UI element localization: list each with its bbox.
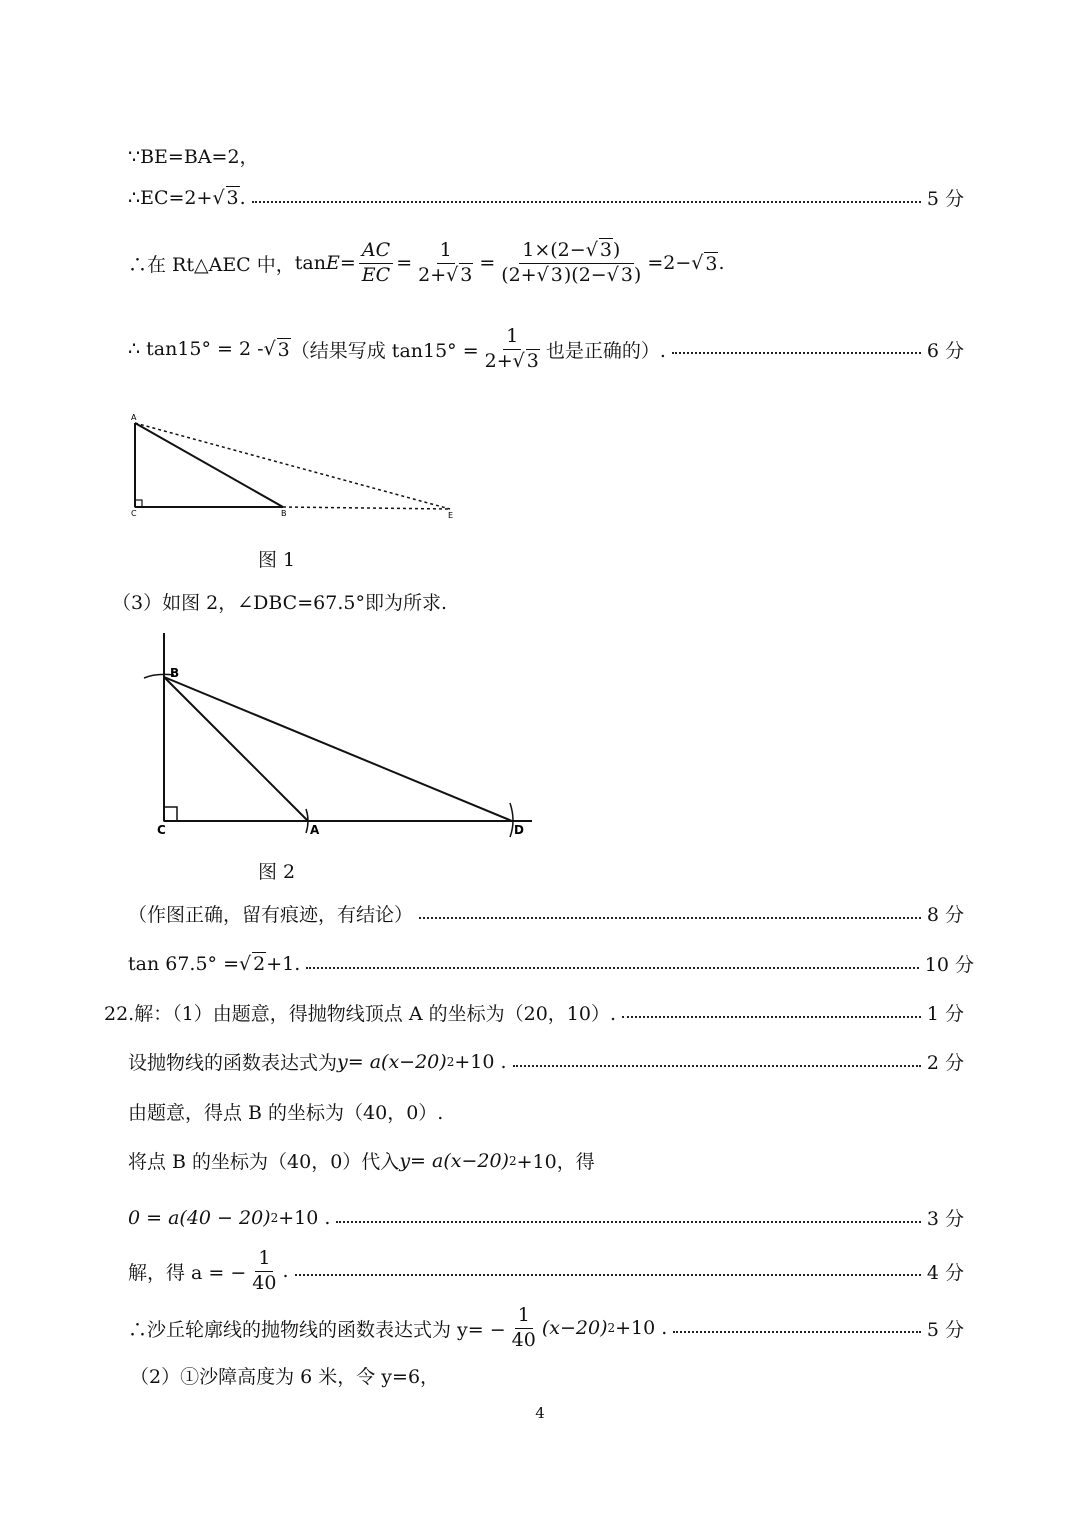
line-solve-a (128, 1248, 964, 1295)
label-b: B (281, 509, 287, 518)
frac-num: 1×(2−√ 3) (519, 240, 623, 264)
dot-leader (252, 201, 921, 203)
score: 5 分 (926, 188, 964, 210)
radicand: 3 (526, 349, 539, 372)
line-tanE: ∴在 Rt△AEC 中， tan E = $\frac{AC}{EC}$ = $\frac{1}{2+√ 3}$ = $\frac{1\times(2-√ 3)}{(2+√ 3)(2-√ 3)}$ =2− √ 3 . (128, 239, 725, 286)
frac-den: 40 (252, 1271, 277, 1294)
segment-ab (135, 423, 283, 507)
frac-den: EC (361, 263, 391, 286)
label-d: D (514, 823, 524, 837)
ec-radicand: 3 (226, 186, 239, 209)
line-parabola-form (128, 1048, 964, 1075)
q22-text: 22.解：（1）由题意，得抛物线顶点 A 的坐标为（20，10）. (104, 1003, 616, 1025)
frac-num: 1 (503, 326, 521, 350)
dot-leader (622, 1016, 921, 1018)
frac-num: 1 (255, 1248, 273, 1272)
dot-leader (513, 1065, 921, 1067)
score: 3 分 (926, 1208, 964, 1230)
radicand: 3 (599, 239, 612, 261)
text: 设抛物线的函数表达式为 (128, 1052, 338, 1074)
label-e: E (448, 511, 454, 520)
exponent: 2 (607, 1321, 616, 1336)
den-part: (2+ (501, 263, 537, 286)
line-equation (128, 1204, 964, 1231)
text: ∴沙丘轮廓线的抛物线的函数表达式为 y= − (128, 1318, 506, 1341)
line-final-expr (128, 1305, 964, 1352)
frac-num: 1 (515, 1305, 533, 1329)
tan-fn: tan (294, 252, 326, 275)
fraction-rationalized (498, 240, 644, 287)
frac-den: (2+√ 3)(2−√ 3) (501, 263, 642, 286)
expr-end: +10 . (615, 1317, 668, 1340)
figure-2 (140, 625, 540, 840)
fraction-1-over (415, 240, 476, 287)
tan15-text: ∴ tan15° = 2 - (128, 338, 264, 361)
radicand: 3 (460, 263, 473, 286)
dot-leader (673, 1331, 921, 1333)
score: 2 分 (926, 1052, 964, 1074)
label-a: A (131, 413, 137, 422)
exponent: 2 (508, 1153, 517, 1168)
equals: = (339, 252, 356, 275)
fraction-1-40 (509, 1305, 539, 1352)
fraction-alt (482, 326, 543, 373)
ec-text: ∴EC=2+ (128, 186, 213, 209)
text: 将点 B 的坐标为（40，0）代入 (128, 1151, 400, 1173)
exponent: 2 (270, 1210, 279, 1225)
frac-den: 2+√ 3 (484, 349, 539, 372)
radicand: 3 (277, 338, 290, 361)
expr-end: +10，得 (516, 1151, 595, 1173)
dot-leader (306, 967, 919, 969)
score: 5 分 (926, 1318, 964, 1341)
expr-end: +10 . (278, 1206, 331, 1229)
score: 1 分 (926, 1003, 964, 1025)
frac-num: 1 (437, 240, 455, 264)
radicand: 2 (253, 953, 266, 975)
frac-den: 2+√ 3 (418, 263, 473, 286)
frac-num: AC (359, 240, 393, 264)
dot-leader (295, 1274, 921, 1276)
ec-period: . (239, 186, 246, 209)
segment-ae (135, 423, 450, 509)
line-drawing-note (128, 900, 964, 927)
den-part: ) (633, 263, 642, 286)
exponent: 2 (446, 1054, 455, 1069)
expr: (x−20) (541, 1317, 608, 1340)
expr-end: +10 . (454, 1050, 507, 1073)
angle-e: E (325, 252, 340, 275)
text: 解，得 a = − (128, 1261, 247, 1284)
num-part: ) (612, 239, 621, 261)
tan675-end: +1. (266, 952, 301, 975)
expr: 0 = a(40 − 20) (128, 1206, 271, 1229)
note-text: （结果写成 tan15° = (290, 339, 479, 362)
figure-1 (125, 408, 465, 523)
line-ec: ∴EC=2+ √ 3 . 5 分 (128, 184, 964, 211)
den-part: 2+ (484, 349, 513, 372)
segment-bd (164, 677, 512, 821)
line-given: ∵BE=BA=2， (128, 146, 259, 168)
dot-leader (672, 352, 921, 354)
line-part3: （3）如图 2，∠DBC=67.5°即为所求. (112, 592, 447, 614)
radicand: 3 (550, 263, 563, 286)
note-text: （作图正确，留有痕迹，有结论） (128, 904, 414, 926)
result: =2− (647, 252, 692, 275)
radicand: 3 (620, 263, 633, 286)
note-end: 也是正确的）. (545, 339, 666, 362)
segment-ba (164, 677, 308, 821)
tan675-text: tan 67.5° = (128, 952, 240, 975)
radicand: 3 (705, 252, 718, 275)
figure-2-caption: 图 2 (258, 861, 296, 883)
frac-den: 40 (511, 1328, 536, 1351)
score: 8 分 (926, 904, 964, 926)
fraction-ac-ec (359, 240, 393, 287)
line-tan675: tan 67.5° = √ 2 +1. 10 分 (128, 950, 974, 977)
right-angle-mark (135, 500, 142, 507)
den-part: )(2− (563, 263, 607, 286)
label-a: A (310, 823, 320, 837)
right-angle-mark (164, 807, 177, 821)
label-c: C (157, 823, 166, 837)
line-point-b: 由题意，得点 B 的坐标为（40，0）. (128, 1102, 444, 1124)
label-c: C (131, 509, 137, 518)
line-substitute (128, 1147, 595, 1174)
period: . (282, 1260, 289, 1283)
den-part: 2+ (418, 263, 447, 286)
expr: y= a(x−20) (399, 1149, 509, 1172)
period: . (718, 252, 725, 275)
score: 10 分 (924, 954, 974, 976)
score: 6 分 (926, 339, 964, 362)
line-part2: （2）①沙障高度为 6 米，令 y=6， (130, 1366, 440, 1388)
tan-intro: ∴在 Rt△AEC 中， (128, 253, 295, 276)
line-tan15: ∴ tan15° = 2 - √ 3 （结果写成 tan15° = $\frac{1}{2+√ 3}$ 也是正确的）. 6 分 (128, 325, 964, 372)
fraction-1-40 (249, 1248, 279, 1295)
dot-leader (336, 1221, 920, 1223)
page-number: 4 (535, 1404, 545, 1422)
line-q22-part1 (104, 999, 964, 1026)
segment-be (283, 507, 450, 509)
dot-leader (419, 917, 921, 919)
score: 4 分 (926, 1261, 964, 1284)
figure-1-caption: 图 1 (258, 549, 296, 571)
num-part: 1×(2− (522, 239, 586, 261)
label-b: B (170, 666, 180, 680)
expr: y= a(x−20) (337, 1050, 447, 1073)
